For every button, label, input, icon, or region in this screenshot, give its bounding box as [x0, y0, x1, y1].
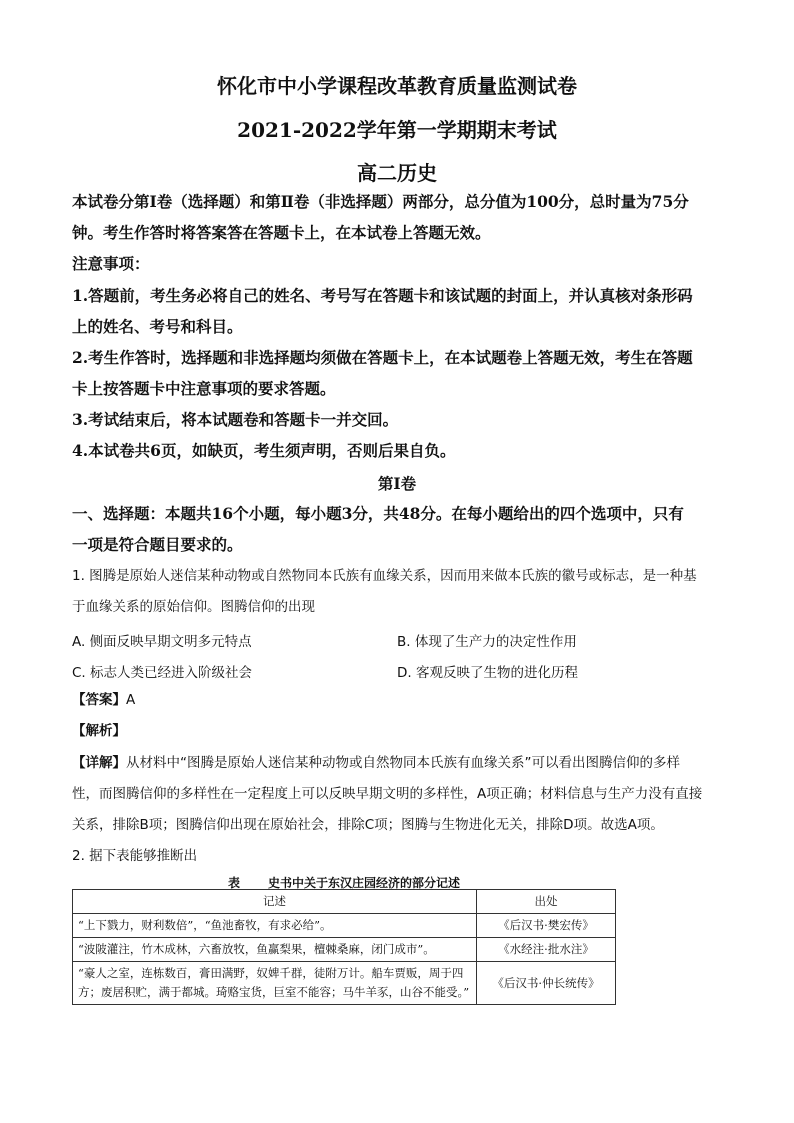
detail-text-a: 从材料中“图腾是原始人迷信某种动物或自然物同本氏族有血缘关系”可以看出图腾信仰的多样	[126, 755, 680, 771]
header-record: 记述	[73, 890, 477, 914]
subject-title: 高二历史	[357, 161, 437, 185]
q2-stem: 2. 据下表能够推断出	[72, 848, 198, 864]
record-cell: “波陂灌注，竹木成林，六畜放牧，鱼赢梨果，檀棘桑麻，闭门成市”。	[73, 938, 477, 962]
notice-1a: 1.答题前，考生务必将自己的姓名、考号写在答题卡和该试题的封面上，并认真核对条形码	[72, 286, 693, 305]
q1-stem-b: 于血缘关系的原始信仰。图腾信仰的出现	[72, 599, 315, 615]
q1-detail-a	[72, 748, 724, 779]
q1-option-c: C. 标志人类已经进入阶级社会	[72, 665, 253, 681]
header-source: 出处	[477, 890, 616, 914]
table-header-row	[73, 890, 616, 914]
volume-heading: 第Ⅰ卷	[377, 474, 417, 493]
section-heading-a: 一、选择题：本题共16个小题，每小题3分，共48分。在每小题给出的四个选项中，只有	[72, 504, 684, 523]
caption-text: 史书中关于东汉庄园经济的部分记述	[268, 876, 461, 890]
record-cell: “上下戮力，财利数倍”，“鱼池畜牧，有求必给”。	[73, 914, 477, 938]
q1-answer	[72, 685, 724, 716]
notice-title: 注意事项：	[72, 254, 150, 273]
q1-detail-b: 性，而图腾信仰的多样性在一定程度上可以反映早期文明的多样性，A项正确；材料信息与生产力没有直接	[72, 786, 703, 802]
table-row	[73, 962, 616, 1005]
q1-option-d: D. 客观反映了生物的进化历程	[397, 665, 578, 681]
exam-title: 怀化市中小学课程改革教育质量监测试卷	[217, 74, 577, 98]
intro-line-2: 钟。考生作答时将答案答在答题卡上，在本试卷上答题无效。	[72, 223, 491, 242]
notice-3: 3.考试结束后，将本试题卷和答题卡一并交回。	[72, 410, 399, 429]
q1-detail-c: 关系，排除B项；图腾信仰出现在原始社会，排除C项；图腾与生物进化无关，排除D项。故选A项。	[72, 817, 664, 833]
q1-analysis	[72, 716, 724, 747]
source-cell: 《后汉书·樊宏传》	[477, 914, 616, 938]
q1-stem-a: 1. 图腾是原始人迷信某种动物或自然物同本氏族有血缘关系，因而用来做本氏族的徽号或标志，是一种基	[72, 568, 697, 584]
notice-4: 4.本试卷共6页，如缺页，考生须声明，否则后果自负。	[72, 441, 456, 460]
source-cell: 《水经注·批水注》	[477, 938, 616, 962]
source-table	[72, 889, 616, 1005]
table-row	[73, 914, 616, 938]
caption-label: 表	[227, 876, 240, 890]
answer-tag: 【答案】	[72, 692, 126, 708]
notice-1b: 上的姓名、考号和科目。	[72, 317, 243, 336]
source-cell: 《后汉书·仲长统传》	[477, 962, 616, 1005]
q1-option-a: A. 侧面反映早期文明多元特点	[72, 634, 252, 650]
analysis-tag: 【解析】	[72, 723, 126, 739]
record-cell: “豪人之室，连栋数百，膏田满野，奴婢千群，徒附万计。船车贾贩，周于四方；废居积贮，满于都城。琦赂宝货，巨室不能容；马牛羊豕，山谷不能受。”	[73, 962, 477, 1005]
section-heading-b: 一项是符合题目要求的。	[72, 535, 243, 554]
table-row	[73, 938, 616, 962]
intro-line-1: 本试卷分第Ⅰ卷（选择题）和第Ⅱ卷（非选择题）两部分，总分值为100分，总时量为75分	[72, 192, 689, 211]
q1-option-b: B. 体现了生产力的决定性作用	[397, 634, 577, 650]
detail-tag: 【详解】	[72, 755, 126, 771]
answer-value: A	[126, 692, 136, 708]
exam-subtitle: 2021-2022学年第一学期期末考试	[237, 118, 557, 142]
notice-2b: 卡上按答题卡中注意事项的要求答题。	[72, 379, 336, 398]
notice-2a: 2.考生作答时，选择题和非选择题均须做在答题卡上，在本试题卷上答题无效，考生在答题	[72, 348, 693, 367]
